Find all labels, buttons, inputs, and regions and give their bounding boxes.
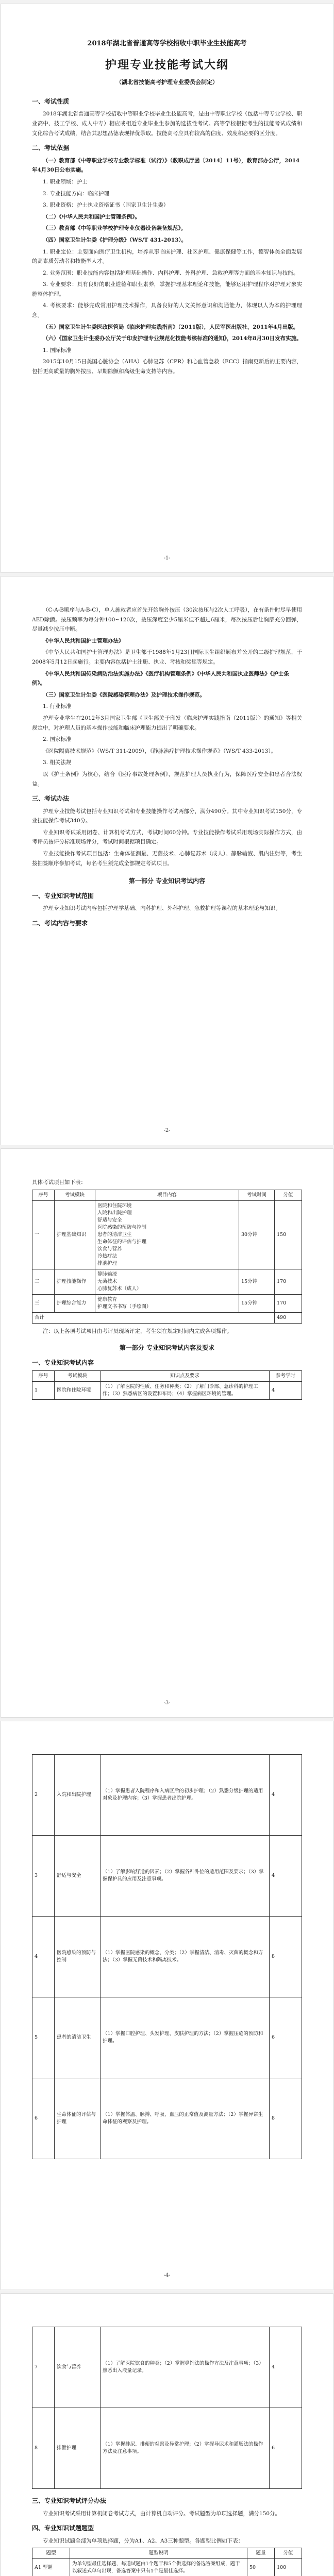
paragraph: 护理专业知识考试内容包括护理学基础、内科护理、外科护理、急救护理等课程的基本理论与知识。 [43,905,281,912]
sub-heading: 三、专业知识考试评分办法 [32,2497,107,2504]
table-cell: 170 [275,1269,302,1294]
table-cell: 医院和住院环境 [55,1382,101,1400]
table-row [32,1200,302,1269]
table-cell: 6 [32,2078,55,2159]
paragraph: （C-A-B顺序与A-B-C），单人施救者应首先开始胸外按压（30次按压与2次人工呼吸），在有条件时尽早使用AED除颤。按压频率为每分钟100~120次，按压深度至少5厘米但不超过6厘米，每次按压后让胸廓充分回弹，尽量减少按压中断。 [32,607,302,633]
table-item: 医院感染的预防与控制 [97,1224,147,1230]
table-header-cell: 考试模块 [55,1190,95,1200]
table-row [32,2408,302,2489]
table-header-cell: 题型说明 [70,2548,247,2559]
document-page-3 [1,1149,333,1717]
table-header-cell: 知识点及要求 [101,1371,270,1382]
table-header-cell: 参考学时 [270,1371,302,1382]
table-cell: 医院感染的预防与控制 [55,1917,101,1997]
question-type-table [32,2548,302,2576]
page-number: -1- [163,555,171,561]
table-item: 心肺复苏术（成人） [97,1285,142,1292]
paragraph: 专业知识考试采用闭卷、计算机考试方式，考试时间60分钟。专业技能操作考试采用现场实际操作方式，由考评员按评分标准现场评分，考试时间根据项目确定。 [32,829,302,845]
table-header-cell: 题量 [247,2548,275,2559]
table-cell [95,1294,239,1312]
paragraph: 3. 相关法规 [43,759,72,766]
table-item: 饮食与营养 [97,1246,122,1252]
paragraph: 2. 专业技能方向：临床护理 [43,190,109,197]
table-cell [95,1269,239,1294]
table-cell: 15分钟 [239,1269,275,1294]
table-cell: 入院和出院护理 [55,1755,101,1836]
paragraph: 1. 职业领域：护士 [43,178,88,185]
table-cell: 5 [32,1997,55,2078]
table-item: 入院和出院护理 [97,1210,132,1216]
knowledge-table [32,1370,302,1400]
paragraph: 2. 国家标准 [43,736,72,743]
paragraph: 2. 业务范围：职业技能内容包括护理基础操作、内科护理、外科护理、急救护理等方面的基本知识与技能。 [43,269,299,276]
table-cell: 6 [270,2408,302,2489]
table-item: 医院和住院环境 [97,1202,132,1209]
table-cell: 为单句型最佳选择题，每道试题由1个题干和5个供选择的备选答案组成，题干以叙述式单句出现，备选答案中只有1个是最佳选择。 [70,2559,247,2576]
table-caption: 具体考试项目如下表： [32,1179,86,1185]
table-cell: 7 [32,2327,55,2408]
page-number: -4- [163,2273,171,2278]
sub-heading: 一、专业知识考试内容 [32,1359,94,1366]
sub-heading: 四、专业知识试题题型 [32,2524,94,2532]
paragraph: 1. 行业标准 [43,703,72,710]
table-cell: （1）掌握患者入院程序和入病区后的初步护理；（2）熟悉分级护理的适用对象及护理内容；（3）掌握患者出院护理。 [101,1755,270,1836]
table-item: 冷热疗法 [97,1253,118,1259]
table-header-cell: 分值 [275,2548,302,2559]
table-item: 舒适与安全 [97,1217,122,1223]
table-item: 静脉输液 [97,1271,118,1277]
table-cell: （1）掌握排尿、排便的观察及异常护理；（2）掌握导尿术和灌肠法的操作方法及注意事项。 [101,2408,270,2489]
table-cell: 30分钟 [239,1200,275,1269]
document-page-4 [1,1721,333,2290]
part-heading: 第一部分 专业知识考试内容 [128,877,206,885]
section-heading-2: 二、考试依据 [32,144,70,152]
table-cell: 8 [270,2078,302,2159]
paragraph: 《医院隔离技术规范》（WS/T 311-2009），《静脉治疗护理技术操作规范》（WS/T 433-2013）。 [43,748,277,754]
table-cell: （1）了解医院饮食的种类；（2）掌握鼻饲法的操作方法及注意事项；（3）熟悉出入液量记录。 [101,2327,270,2408]
table-cell: 3 [32,1836,55,1917]
table-row [32,1382,302,1400]
table-cell: （1）掌握体温、脉搏、呼吸、血压的正常值及测量方法；（2）掌握异常生命体征的观察及护理。 [101,2078,270,2159]
sub-heading: 二、考试内容与要求 [32,920,88,927]
table-cell: 4 [270,1382,302,1400]
table-row [32,1997,302,2078]
table-row [32,2327,302,2408]
paragraph: 《中华人民共和国护士管理办法》是卫生部于1988年1月23日国际卫生组织颁布并公开的二级护理规范，于2008年5月12日起施行。主要内容包括护士注册、执业、考核和奖惩等规定。 [32,649,302,665]
section-heading-1: 一、考试性质 [32,97,70,105]
table-header-cell: 题型 [32,2548,70,2559]
table-cell: 饮食与营养 [55,2327,101,2408]
document-page-2 [1,577,333,1145]
table-cell: 三 [32,1294,55,1312]
paragraph-bold: （三）国家卫生计生委《医院感染管理办法》及护理技术操作规范。 [43,691,205,698]
table-row [32,2559,302,2576]
paragraph-bold: （四）国家卫生计生委《护理分级》（WS/T 431-2013）。 [43,236,187,243]
table-cell: 8 [32,2408,55,2489]
table-cell: 1 [32,1382,55,1400]
document-page-5 [1,2294,333,2576]
table-header-cell: 项目内容 [95,1190,239,1200]
paragraph: 专业技能操作考试项目包括：生命体征测量、无菌技术、心肺复苏术（成人）、静脉输液、肌内注射等，考生按抽签顺序参加考试，每名考生须完成全部规定考试项目。 [32,851,302,867]
table-cell: 护理技能操作 [55,1269,95,1294]
table-cell: 15分钟 [239,1294,275,1312]
table-cell: 患者的清洁卫生 [55,1997,101,2078]
paragraph: 4. 考核要求：能够完成常用护理技术操作，具备良好的人文关怀意识和沟通能力，体现以人为本的护理理念。 [32,302,302,319]
section-heading-3: 三、考试办法 [32,795,70,803]
document-page-1 [1,4,333,572]
knowledge-table-continued [32,1754,302,2159]
exam-items-table [32,1190,302,1324]
table-cell: （1）了解医院的性质、任务和种类；（2）了解门诊部、急诊科的护理工作；（3）熟悉病区的设置和布局；（4）掌握病区环境的管理。 [101,1382,270,1400]
table-header-cell: 序号 [32,1190,55,1200]
table-cell: （1）了解影响舒适的因素；（2）掌握各种卧位的适用范围及要求；（3）掌握保护具的应用及注意事项。 [101,1836,270,1917]
paragraph: 以《护士条例》为核心，结合《医疗事故处理条例》，规范护理人员执业行为，保障医疗安全和患者合法权益。 [32,771,302,787]
table-cell: 50 [247,2559,275,2576]
table-header-cell: 序号 [32,1371,55,1382]
table-item: 健康教育 [97,1296,118,1302]
paragraph-bold: 《中华人民共和国护士管理办法》 [43,637,124,644]
table-note: 注：以上各项考试项目由考评员现场评定，考生须在规定时间内完成各项操作。 [43,1328,232,1334]
table-cell: 2 [32,1755,55,1836]
doc-subtitle: （湖北省技能高考护理专业委员会制定） [116,79,218,86]
table-cell: A1 型题 [32,2559,70,2576]
sub-heading: 一、专业知识考试范围 [32,892,94,900]
paragraph: 专业知识试题全部为单项选择题，分为A1、A2、A3三种题型。各题型比例如下表： [43,2537,244,2544]
paragraph: 3. 职业资格：护士执业资格证书（国家卫生计生委） [43,202,169,209]
table-cell: 护理基础知识 [55,1200,95,1269]
table-item: 患者的清洁卫生 [97,1231,132,1238]
table-cell: 二 [32,1269,55,1294]
paragraph: 1. 国际标准 [43,347,72,353]
doc-main-title: 护理专业技能考试大纲 [105,58,229,72]
paragraph-bold: （五）国家卫生计生委医政医管局《临床护理实践指南》（2011版），人民军医出版社，2011年4月出版。 [43,324,299,330]
table-cell: 100 [275,2559,302,2576]
table-cell: 4 [270,1836,302,1917]
table-total-score: 490 [275,1312,302,1323]
table-cell [95,1200,239,1269]
table-row [32,1269,302,1294]
table-row [32,1917,302,1997]
paragraph: 2018年湖北省普通高等学校招收中等职业学校毕业生技能高考，是由中等职业学校（包括中等专业学校、职业高中、技工学校、成人中专）相应或相近专业毕业生参加的选拔性考试。高等学校根据考生的技能考试成绩和文化综合考试成绩，结合其思想品德表现择优录取。技能高考应具有较高的信度、效度和必要的区分度。 [32,111,302,137]
table-header-cell: 考试模块 [55,1371,101,1382]
paragraph-bold: （二）《中华人民共和国护士管理条例》。 [43,213,140,220]
table-cell: （1）掌握医院感染的概念、分类；（2）掌握清洁、消毒、灭菌的概念和方法；（3）掌握无菌技术和隔离技术。 [101,1917,270,1997]
paragraph: 2015年10月15日美国心脏协会（AHA）心肺复苏（CPR）和心血管急救（ECC）指南更新后的主要内容，包括更高质量的胸外按压、早期除颤和高级生命支持等内容。 [32,359,302,375]
table-cell: 150 [275,1200,302,1269]
table-header-cell: 分值 [275,1190,302,1200]
doc-top-title: 2018年湖北省普通高等学校招收中职毕业生技能高考 [87,40,247,47]
paragraph: 3. 专业要求：具有良好的职业道德和职业素养，掌握护理基本理论和技能，能够运用护理程序对护理对象实施整体护理。 [32,281,302,297]
table-cell: 6 [270,1997,302,2078]
table-item: 生命体征的评估与护理 [97,1239,147,1245]
table-cell: 4 [32,1917,55,1997]
paragraph-bold: 《中华人民共和国传染病防治法实施办法》《医疗机构管理条例》《中华人民共和国执业医师法》《护士条例》。 [32,670,289,687]
paragraph: 专业知识考试采用计算机闭卷考试方式，由计算机自动评分。考试题型为单项选择题，满分150分。 [43,2510,281,2517]
paragraph-bold: （六）《国家卫生计生委办公厅关于印发护理专业规范化技能考核标准的通知》，2014年8月30日发布实施。 [43,335,302,342]
table-row [32,2078,302,2159]
table-item: 排泄护理 [97,1260,118,1266]
table-cell: 舒适与安全 [55,1836,101,1917]
table-row [32,1755,302,1836]
table-row [32,1836,302,1917]
table-cell: 生命体征的评估与护理 [55,2078,101,2159]
part-heading: 第一部分 专业知识考试内容及要求 [119,1344,215,1352]
page-number: -2- [163,1128,171,1133]
table-row [32,1294,302,1312]
table-cell: 8 [270,1917,302,1997]
table-cell: 4 [270,1755,302,1836]
table-header-cell: 考试时间 [239,1190,275,1200]
table-total-label: 合计 [32,1312,275,1323]
paragraph-bold: （三）教育部《中等职业学校护理专业仪器设备装备规范》。 [43,225,187,232]
page-number: -3- [163,1700,171,1706]
paragraph: 护理专业技能考试包括专业知识考试和专业技能操作考试两部分，满分490分。其中专业知识考试150分，专业技能操作考试340分。 [32,808,302,824]
knowledge-table-continued [32,2327,302,2489]
table-item: 护理文书书写（手绘图） [97,1303,152,1310]
table-item: 无菌技术 [97,1278,118,1284]
table-cell: 排泄护理 [55,2408,101,2489]
table-cell: 护理综合能力 [55,1294,95,1312]
table-cell: 170 [275,1294,302,1312]
table-cell: 一 [32,1200,55,1269]
paragraph-bold: （一）教育部《中等职业学校专业教学标准（试行）》（教职成厅函〔2014〕11号），教育部办公厅，2014年4月30日公布实施。 [32,157,300,174]
paragraph: 1. 职业定位：主要面向医疗卫生机构，培养从事临床护理、社区护理、健康保健等工作，德智体美全面发展的高素质劳动者和技能型人才。 [32,248,302,265]
table-cell: 4 [270,2327,302,2408]
paragraph: 护理专业学生在2012年3月国家卫生部《卫生部关于印发〈临床护理实践指南（2011版）〉的通知》等相关规定中，对护理人员的基本操作技能和临床护理能力提出了明确要求。 [32,715,302,731]
table-cell: （1）掌握口腔护理、头发护理、皮肤护理的方法；（2）掌握压疮的预防和护理。 [101,1997,270,2078]
